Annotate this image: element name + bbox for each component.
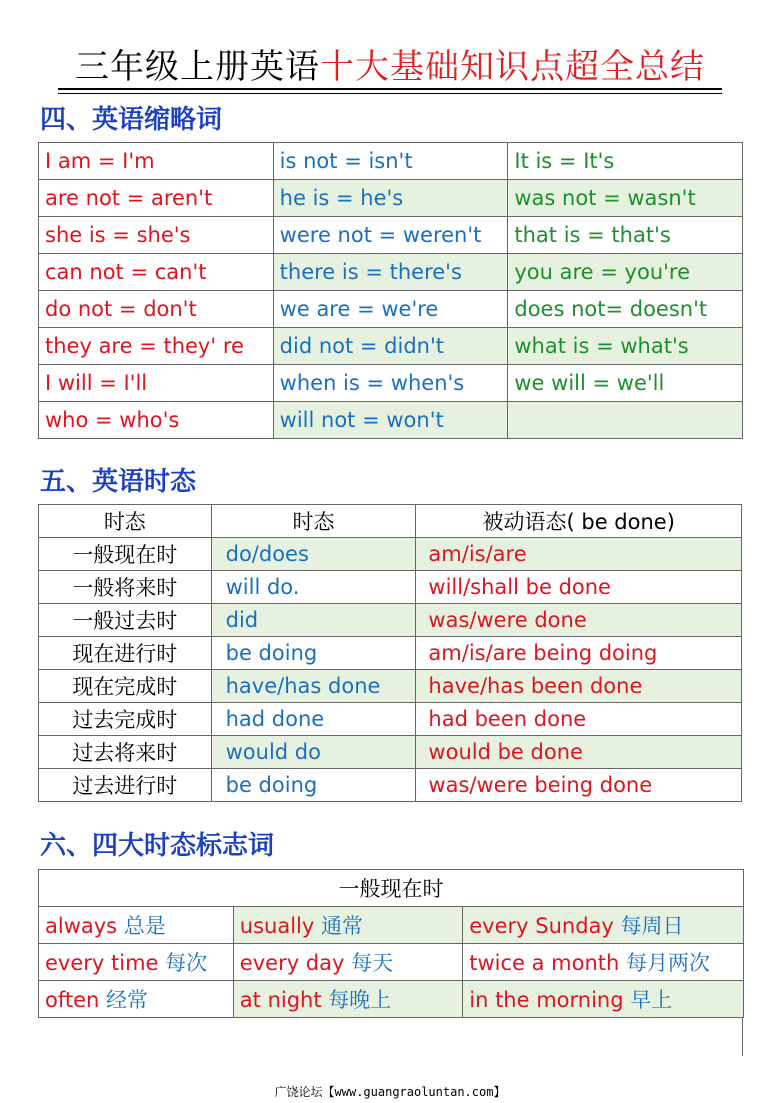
section-6-heading: 六、四大时态标志词 — [40, 831, 275, 861]
marker-cell — [39, 907, 234, 944]
table-row — [39, 365, 743, 402]
passive-form: have/has been done — [416, 670, 742, 703]
marker-translation: 每晚上 — [328, 988, 392, 1012]
table-cell: when is = when's — [273, 365, 508, 402]
marker-cell — [39, 944, 234, 981]
table-row — [39, 538, 742, 571]
active-form: be doing — [211, 769, 416, 802]
table-row — [39, 604, 742, 637]
table-header-row — [39, 505, 742, 538]
table-cell: she is = she's — [39, 217, 274, 254]
table-cell: does not= doesn't — [508, 291, 743, 328]
table-row — [39, 402, 743, 439]
passive-form: had been done — [416, 703, 742, 736]
marker-word: always — [45, 914, 118, 938]
table-cell: they are = they' re — [39, 328, 274, 365]
tense-name: 现在完成时 — [39, 670, 212, 703]
marker-translation: 总是 — [123, 914, 166, 938]
title-underline-thin — [58, 93, 722, 94]
table-row — [39, 769, 742, 802]
table-row — [39, 291, 743, 328]
table-cell: you are = you're — [508, 254, 743, 291]
marker-cell — [39, 981, 234, 1018]
table-cell: I will = I'll — [39, 365, 274, 402]
marker-word: twice a month — [469, 951, 620, 975]
table-row — [39, 670, 742, 703]
table-cell: can not = can't — [39, 254, 274, 291]
marker-translation: 每月两次 — [626, 951, 711, 975]
marker-translation: 每天 — [351, 951, 394, 975]
table-cell: will not = won't — [273, 402, 508, 439]
section-4-heading: 四、英语缩略词 — [40, 105, 223, 135]
marker-translation: 早上 — [630, 988, 673, 1012]
title-underline — [58, 88, 722, 90]
passive-form: was/were done — [416, 604, 742, 637]
table-row — [39, 981, 744, 1018]
table-row — [39, 944, 744, 981]
marker-translation: 通常 — [321, 914, 364, 938]
marker-word: often — [45, 988, 100, 1012]
table-row — [39, 571, 742, 604]
table-row — [39, 180, 743, 217]
marker-cell — [463, 944, 744, 981]
active-form: would do — [211, 736, 416, 769]
marker-word: every Sunday — [469, 914, 614, 938]
marker-cell — [463, 981, 744, 1018]
marker-word: in the morning — [469, 988, 624, 1012]
table-header-row — [39, 870, 744, 907]
footer-credit: 广饶论坛【www.guangraoluntan.com】 — [274, 1085, 506, 1099]
table-cell: what is = what's — [508, 328, 743, 365]
marker-cell — [463, 907, 744, 944]
table-cell: was not = wasn't — [508, 180, 743, 217]
table-cell: It is = It's — [508, 143, 743, 180]
table-row — [39, 254, 743, 291]
active-form: be doing — [211, 637, 416, 670]
table-cell: is not = isn't — [273, 143, 508, 180]
passive-form: am/is/are — [416, 538, 742, 571]
column-header: 被动语态( be done) — [416, 505, 742, 538]
table-row — [39, 217, 743, 254]
title-part1: 三年级上册英语 — [75, 47, 320, 87]
table-edge-line — [742, 1018, 743, 1056]
passive-form: am/is/are being doing — [416, 637, 742, 670]
tense-name: 过去进行时 — [39, 769, 212, 802]
table-row — [39, 143, 743, 180]
passive-form: will/shall be done — [416, 571, 742, 604]
table-cell: he is = he's — [273, 180, 508, 217]
marker-word: every day — [239, 951, 345, 975]
table-cell: there is = there's — [273, 254, 508, 291]
tense-name: 一般过去时 — [39, 604, 212, 637]
marker-cell — [233, 944, 462, 981]
table-row — [39, 907, 744, 944]
active-form: do/does — [211, 538, 416, 571]
table-cell — [508, 402, 743, 439]
tense-name: 一般现在时 — [39, 538, 212, 571]
marker-word: usually — [239, 914, 315, 938]
page-title — [0, 40, 780, 94]
tense-name: 过去将来时 — [39, 736, 212, 769]
section-5-heading: 五、英语时态 — [40, 467, 197, 497]
marker-cell — [233, 981, 462, 1018]
table-cell: do not = don't — [39, 291, 274, 328]
table-cell: we are = we're — [273, 291, 508, 328]
table-row — [39, 703, 742, 736]
tense-name: 现在进行时 — [39, 637, 212, 670]
markers-table — [38, 869, 744, 1018]
table-cell: were not = weren't — [273, 217, 508, 254]
tenses-table — [38, 504, 742, 802]
table-row — [39, 637, 742, 670]
marker-word: at night — [239, 988, 322, 1012]
marker-translation: 每周日 — [620, 914, 684, 938]
column-header: 时态 — [39, 505, 212, 538]
active-form: have/has done — [211, 670, 416, 703]
marker-word: every time — [45, 951, 159, 975]
marker-translation: 每次 — [165, 951, 208, 975]
table-cell: that is = that's — [508, 217, 743, 254]
table-cell: I am = I'm — [39, 143, 274, 180]
marker-translation: 经常 — [106, 988, 149, 1012]
tense-header: 一般现在时 — [39, 870, 744, 907]
tense-name: 一般将来时 — [39, 571, 212, 604]
passive-form: was/were being done — [416, 769, 742, 802]
table-cell: who = who's — [39, 402, 274, 439]
contractions-table — [38, 142, 743, 439]
column-header: 时态 — [211, 505, 416, 538]
tense-name: 过去完成时 — [39, 703, 212, 736]
table-row — [39, 328, 743, 365]
marker-cell — [233, 907, 462, 944]
active-form: will do. — [211, 571, 416, 604]
table-row — [39, 736, 742, 769]
table-cell: we will = we'll — [508, 365, 743, 402]
table-cell: are not = aren't — [39, 180, 274, 217]
active-form: had done — [211, 703, 416, 736]
table-cell: did not = didn't — [273, 328, 508, 365]
active-form: did — [211, 604, 416, 637]
title-part2: 十大基础知识点超全总结 — [320, 47, 705, 87]
passive-form: would be done — [416, 736, 742, 769]
